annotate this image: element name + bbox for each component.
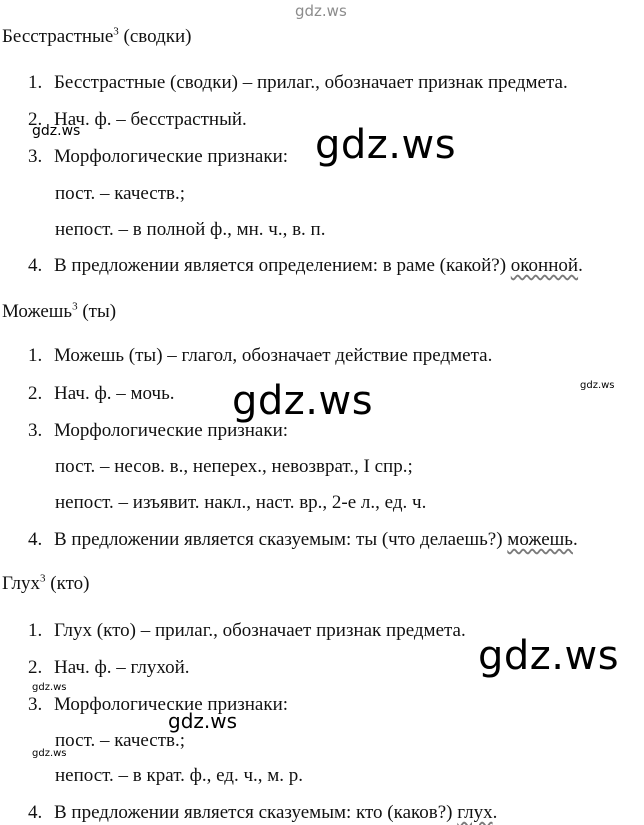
list-item: 4. В предложении является сказуемым: кто (каков?) глух. [28,802,498,823]
list-item: 3. Морфологические признаки: [28,146,289,167]
heading-rest: (сводки) [118,26,192,47]
sub-line: непост. – изъявит. накл., наст. вр., 2-е л., ед. ч. [55,492,427,513]
section-heading [2,573,89,595]
list-item: 2. Нач. ф. – глухой. [28,657,190,678]
heading-rest: (ты) [77,301,117,322]
underlined-word: оконной [510,255,579,276]
watermark-large: gdz.ws [315,122,457,168]
underlined-word: глух [457,802,493,823]
watermark-small: gdz.ws [32,123,81,139]
watermark-top: gdz.ws [295,2,347,20]
watermark-tiny: gdz.ws [32,682,67,693]
watermark-large: gdz.ws [478,633,620,679]
underlined-word: можешь [507,529,573,550]
heading-sup: 3 [113,25,119,38]
sub-line: пост. – качеств.; [55,730,186,751]
heading-sup: 3 [40,572,46,585]
heading-word: Бесстрастные [2,26,114,47]
watermark-large: gdz.ws [232,378,374,424]
sub-line: непост. – в полной ф., мн. ч., в. п. [55,219,326,240]
section-heading [2,301,116,323]
watermark-tiny: gdz.ws [580,380,615,391]
list-item: 1. Можешь (ты) – глагол, обозначает действие предмета. [28,345,493,366]
list-item: 3. Морфологические признаки: [28,420,289,441]
list-item: 4. В предложении является определением: в раме (какой?) оконной. [28,255,583,276]
list-item: 1. Бесстрастные (сводки) – прилаг., обозначает признак предмета. [28,72,568,93]
list-item: 2. Нач. ф. – бесстрастный. [28,109,247,130]
sub-line: пост. – несов. в., неперех., невозврат., I спр.; [55,456,413,477]
list-item: 1. Глух (кто) – прилаг., обозначает признак предмета. [28,620,466,641]
watermark-medium: gdz.ws [168,709,238,733]
heading-word: Глух [2,573,41,594]
section-heading [2,26,191,48]
heading-sup: 3 [72,300,78,313]
watermark-tiny: gdz.ws [32,748,67,759]
list-item: 3. Морфологические признаки: [28,694,289,715]
list-item: 2. Нач. ф. – мочь. [28,383,175,404]
heading-word: Можешь [2,301,73,322]
sub-line: непост. – в крат. ф., ед. ч., м. р. [55,765,304,786]
heading-rest: (кто) [45,573,90,594]
list-item: 4. В предложении является сказуемым: ты (что делаешь?) можешь. [28,529,578,550]
sub-line: пост. – качеств.; [55,183,186,204]
